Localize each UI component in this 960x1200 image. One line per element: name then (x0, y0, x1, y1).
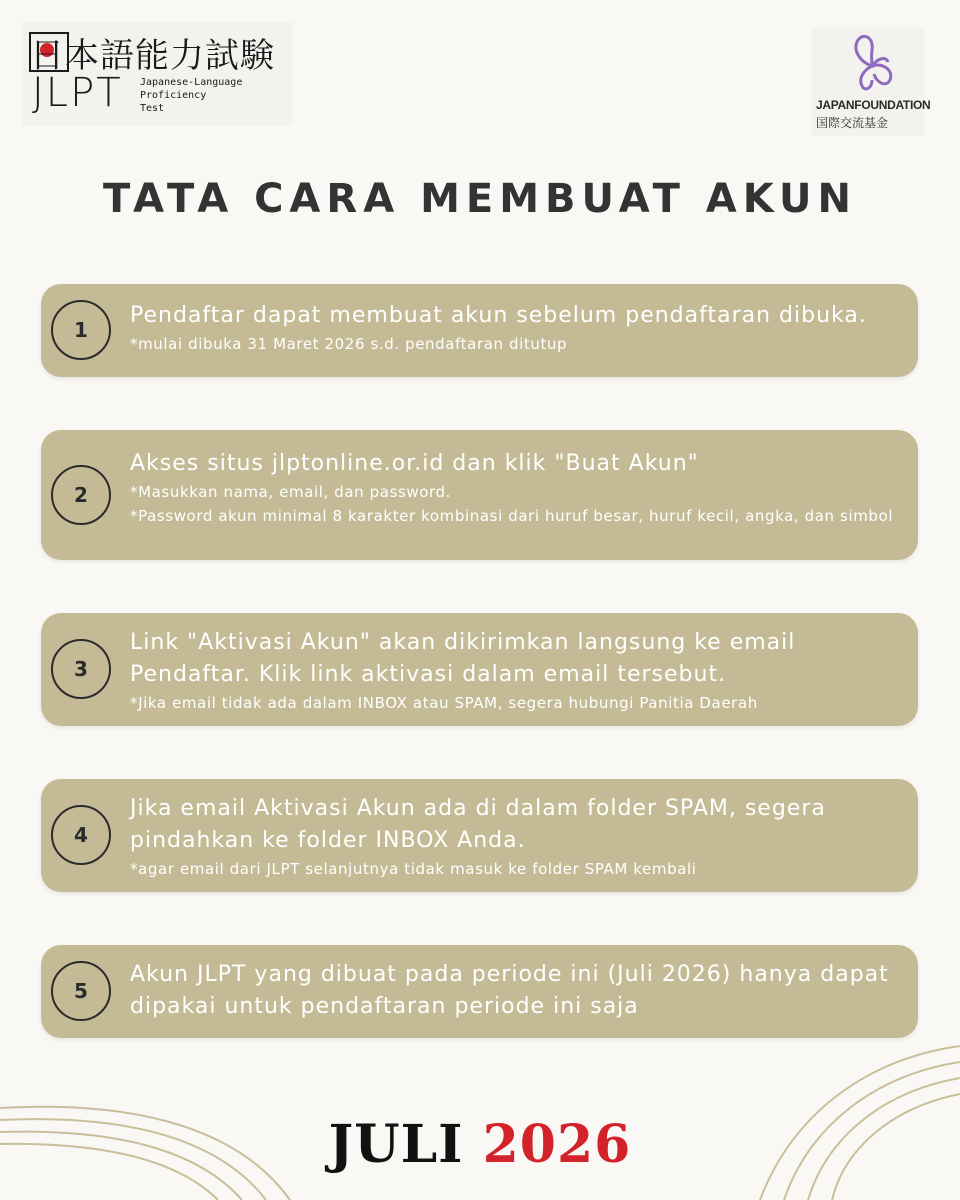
step-number-badge: 2 (51, 465, 111, 525)
jlpt-logo-kanji: 日本語能力試験 (30, 36, 275, 76)
step-note: *mulai dibuka 31 Maret 2026 s.d. pendaftaran ditutup (130, 335, 568, 353)
japan-foundation-name-jp: 国際交流基金 (816, 116, 889, 130)
step-note: *Jika email tidak ada dalam INBOX atau SPAM, segera hubungi Panitia Daerah (130, 694, 758, 712)
step-note: *agar email dari JLPT selanjutnya tidak masuk ke folder SPAM kembali (130, 860, 697, 878)
step-number-badge: 3 (51, 639, 111, 699)
page-title: TATA CARA MEMBUAT AKUN (102, 176, 858, 222)
step-main-text: Akses situs jlptonline.or.id dan klik "Buat Akun" (130, 451, 699, 476)
footer-month: JULI (328, 1114, 464, 1175)
footer-year: 2026 (482, 1114, 632, 1175)
step-number-badge: 1 (51, 300, 111, 360)
step-main-text: Jika email Aktivasi Akun ada di dalam folder SPAM, segera pindahkan ke folder INBOX Anda. (130, 796, 826, 853)
step-main-text: Pendaftar dapat membuat akun sebelum pendaftaran dibuka. (130, 303, 867, 328)
jlpt-logo-subtitle: Japanese-Language Proficiency Test (140, 77, 243, 114)
jlpt-logo-wordmark: JLPT (32, 70, 123, 116)
step-main-text: Link "Aktivasi Akun" akan dikirimkan langsung ke email Pendaftar. Klik link aktivasi dalam email tersebut. (130, 630, 796, 687)
step-main-text: Akun JLPT yang dibuat pada periode ini (Juli 2026) hanya dapat dipakai untuk pendaftaran periode ini saja (130, 962, 889, 1019)
footer-date (0, 1114, 960, 1175)
step-note: *Password akun minimal 8 karakter kombinasi dari huruf besar, huruf kecil, angka, dan simbol (130, 507, 894, 525)
step-note: *Masukkan nama, email, dan password. (130, 483, 452, 501)
step-number-badge: 4 (51, 805, 111, 865)
japan-foundation-name: JAPANFOUNDATION (816, 98, 931, 112)
step-number-badge: 5 (51, 961, 111, 1021)
